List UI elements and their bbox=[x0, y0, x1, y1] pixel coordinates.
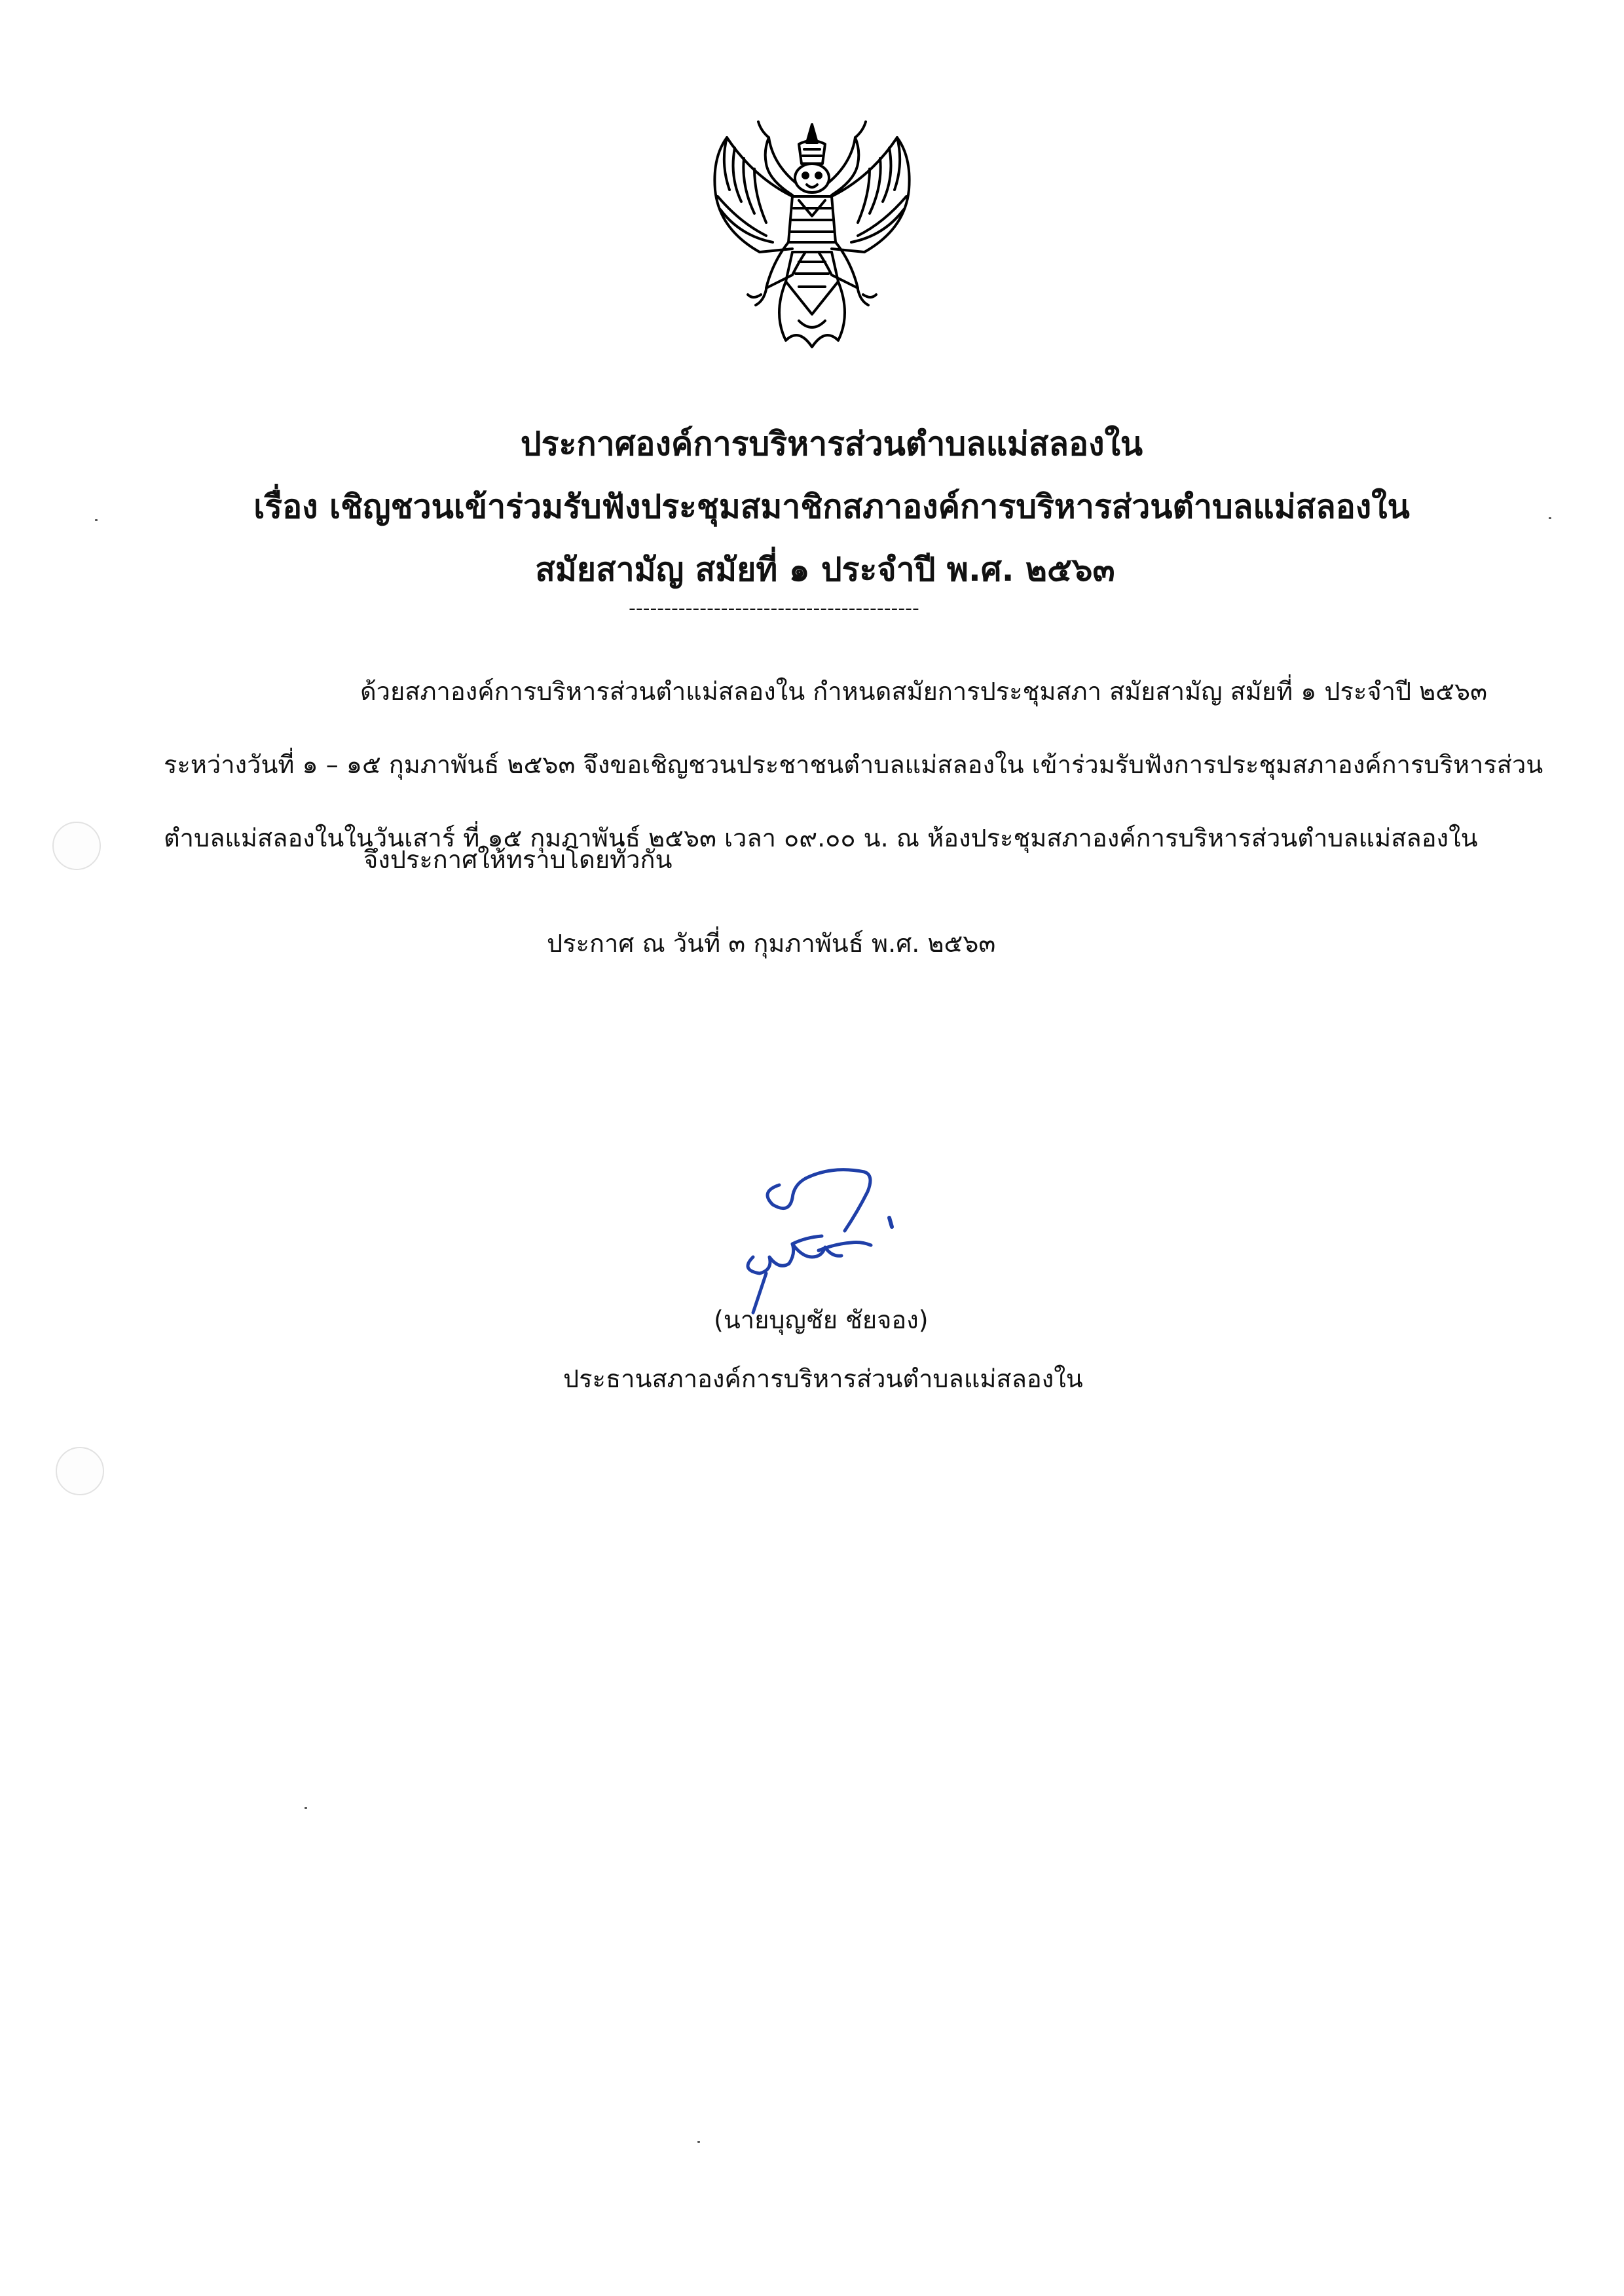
punch-hole bbox=[56, 1447, 104, 1495]
body-line: ตำบลแม่สลองในในวันเสาร์ ที่ ๑๕ กุมภาพันธ์ ๒๕๖๓ เวลา ๐๙.๐๐ น. ณ ห้องประชุมสภาองค์การบริหารส่วนตำบลแม่สลองใน bbox=[164, 824, 1478, 852]
document-title bbox=[0, 412, 1624, 601]
scan-speck bbox=[697, 2141, 700, 2143]
title-line-subject: เรื่อง เชิญชวนเข้าร่วมรับฟังประชุมสมาชิกสภาองค์การบริหารส่วนตำบลแม่สลองใน bbox=[253, 488, 1410, 526]
scan-speck bbox=[95, 519, 98, 521]
body-line: ระหว่างวันที่ ๑ – ๑๕ กุมภาพันธ์ ๒๕๖๓ จึงขอเชิญชวนประชาชนตำบลแม่สลองใน เข้าร่วมรับฟังการประชุมสภาองค์การบริหารส่วน bbox=[164, 750, 1543, 779]
closing-statement: จึงประกาศให้ทราบโดยทั่วกัน bbox=[363, 845, 673, 874]
signer-position: ประธานสภาองค์การบริหารส่วนตำบลแม่สลองใน bbox=[563, 1364, 1083, 1393]
title-line-session: สมัยสามัญ สมัยที่ ๑ ประจำปี พ.ศ. ๒๕๖๓ bbox=[535, 551, 1115, 589]
title-separator: ----------------------------------------- bbox=[629, 597, 919, 620]
signer-name: (นายบุญชัย ชัยจอง) bbox=[714, 1305, 929, 1334]
handwritten-signature-icon bbox=[727, 1159, 943, 1322]
punch-hole bbox=[52, 822, 101, 870]
announcement-date: ประกาศ ณ วันที่ ๓ กุมภาพันธ์ พ.ศ. ๒๕๖๓ bbox=[547, 929, 996, 958]
garuda-emblem-icon bbox=[701, 118, 923, 354]
title-line-issuer: ประกาศองค์การบริหารส่วนตำบลแม่สลองใน bbox=[520, 425, 1143, 463]
body-paragraph bbox=[164, 655, 1543, 875]
scan-speck bbox=[304, 1807, 307, 1809]
body-line: ด้วยสภาองค์การบริหารส่วนตำแม่สลองใน กำหนดสมัยการประชุมสภา สมัยสามัญ สมัยที่ ๑ ประจำปี ๒๕๖๓ bbox=[360, 677, 1488, 706]
scan-speck bbox=[1549, 517, 1551, 519]
